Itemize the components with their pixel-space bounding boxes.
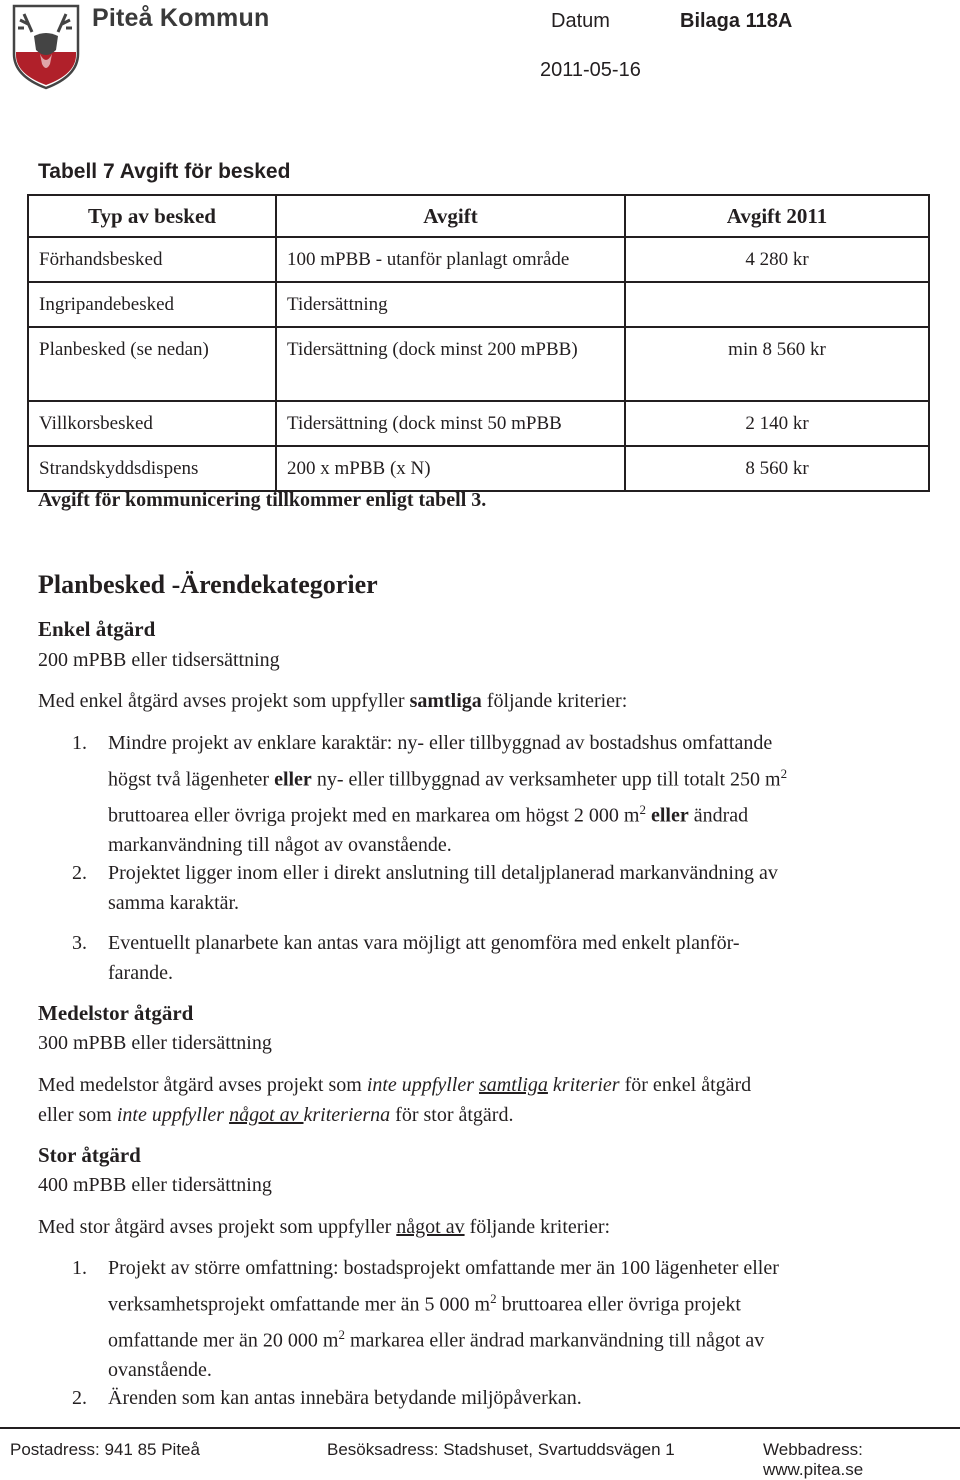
list-item [72,1384,932,1414]
list-number: 1. [72,732,87,754]
cell-fee: 200 x mPBB (x N) [276,446,625,491]
table-header-row [28,195,929,237]
simple-heading: Enkel åtgärd [38,617,156,641]
criterion-line: farande. [108,961,173,984]
column-header: Typ av besked [28,195,276,237]
list-number: 1. [72,1257,87,1279]
criterion-line: verksamhetsprojekt omfattande mer än 5 000 $m^2$ bruttoarea eller övriga projekt [108,1290,741,1316]
criterion-line: högst två lägenheter eller ny- eller tillbyggnad av verksamheter upp till totalt 250 $m^2$ [108,765,788,791]
attachment-label: Bilaga 118A [680,10,793,32]
cell-fee: 100 mPBB - utanför planlagt område [276,237,625,282]
list-number: 2. [72,862,87,884]
footer-postal-address: Postadress: 941 85 Piteå [10,1440,200,1459]
cell-amount: 8 560 kr [625,446,929,491]
cell-fee: Tidersättning (dock minst 50 mPBB [276,401,625,446]
large-fee: 400 mPBB eller tidersättning [38,1174,272,1196]
medium-heading: Medelstor åtgärd [38,1001,194,1025]
date-label: Datum [551,10,610,32]
medium-description: Med medelstor åtgärd avses projekt som inte uppfyller samtliga kriterier för enkel åtgärd eller som inte uppfyller något av kriterierna för stor åtgärd. [38,1074,752,1126]
table-row [28,237,929,282]
table-row [28,401,929,446]
list-item [72,1254,932,1381]
criterion-line: Eventuellt planarbete kan antas vara möjligt att genomföra med enkelt planför- [108,932,740,954]
list-number: 3. [72,932,87,954]
list-number: 2. [72,1387,87,1409]
emphasis-all: samtliga [409,690,482,712]
criterion-line: markanvändning till något av ovanstående. [108,833,452,856]
list-item [72,729,932,856]
criterion-line: Projekt av större omfattning: bostadsprojekt omfattande mer än 100 lägenheter eller [108,1257,779,1279]
cell-type: Förhandsbesked [28,237,276,282]
criterion-line: Ärenden som kan antas innebära betydande miljöpåverkan. [108,1387,582,1409]
table-row [28,446,929,491]
list-item [72,929,932,989]
criterion-line: bruttoarea eller övriga projekt med en markarea om högst 2 000 $m^2$ eller ändrad [108,801,749,827]
column-header: Avgift 2011 [625,195,929,237]
fee-table [27,194,930,492]
cell-fee: Tidersättning (dock minst 200 mPBB) [276,327,625,401]
criterion-line: omfattande mer än 20 000 $m^2$ markarea eller ändrad markanvändning till något av [108,1326,765,1352]
cell-amount [625,282,929,327]
cell-amount: 2 140 kr [625,401,929,446]
criterion-line: ovanstående. [108,1358,212,1381]
municipality-name: Piteå Kommun [92,4,270,32]
cell-type: Planbesked (se nedan) [28,327,276,401]
criterion-line: Mindre projekt av enklare karaktär: ny- eller tillbyggnad av bostadshus omfattande [108,732,773,754]
criterion-line: Projektet ligger inom eller i direkt anslutning till detaljplanerad markanvändning av [108,862,778,884]
table-row [28,327,929,401]
column-header: Avgift [276,195,625,237]
footer-web-address: Webbadress: www.pitea.se [763,1440,864,1479]
criterion-line: samma karaktär. [108,891,240,914]
list-item [72,859,932,919]
simple-intro: Med enkel åtgärd avses projekt som uppfyller samtliga följande kriterier: [38,690,628,712]
footer-visit-address: Besöksadress: Stadshuset, Svartuddsvägen 1 [327,1440,675,1459]
municipality-logo [10,2,82,90]
table-title: Tabell 7 Avgift för besked [38,160,291,183]
cell-type: Ingripandebesked [28,282,276,327]
cell-fee: Tidersättning [276,282,625,327]
section-title: Planbesked -Ärendekategorier [38,570,378,599]
cell-amount: 4 280 kr [625,237,929,282]
footer-divider [0,1427,960,1429]
large-intro: Med stor åtgärd avses projekt som uppfyller något av följande kriterier: [38,1216,611,1238]
cell-type: Strandskyddsdispens [28,446,276,491]
medium-fee: 300 mPBB eller tidersättning [38,1032,272,1054]
simple-fee: 200 mPBB eller tidsersättning [38,649,280,671]
table-row [28,282,929,327]
cell-amount: min 8 560 kr [625,327,929,401]
large-heading: Stor åtgärd [38,1143,141,1167]
document-date: 2011-05-16 [540,59,641,81]
cell-type: Villkorsbesked [28,401,276,446]
table-note: Avgift för kommunicering tillkommer enligt tabell 3. [38,489,487,511]
